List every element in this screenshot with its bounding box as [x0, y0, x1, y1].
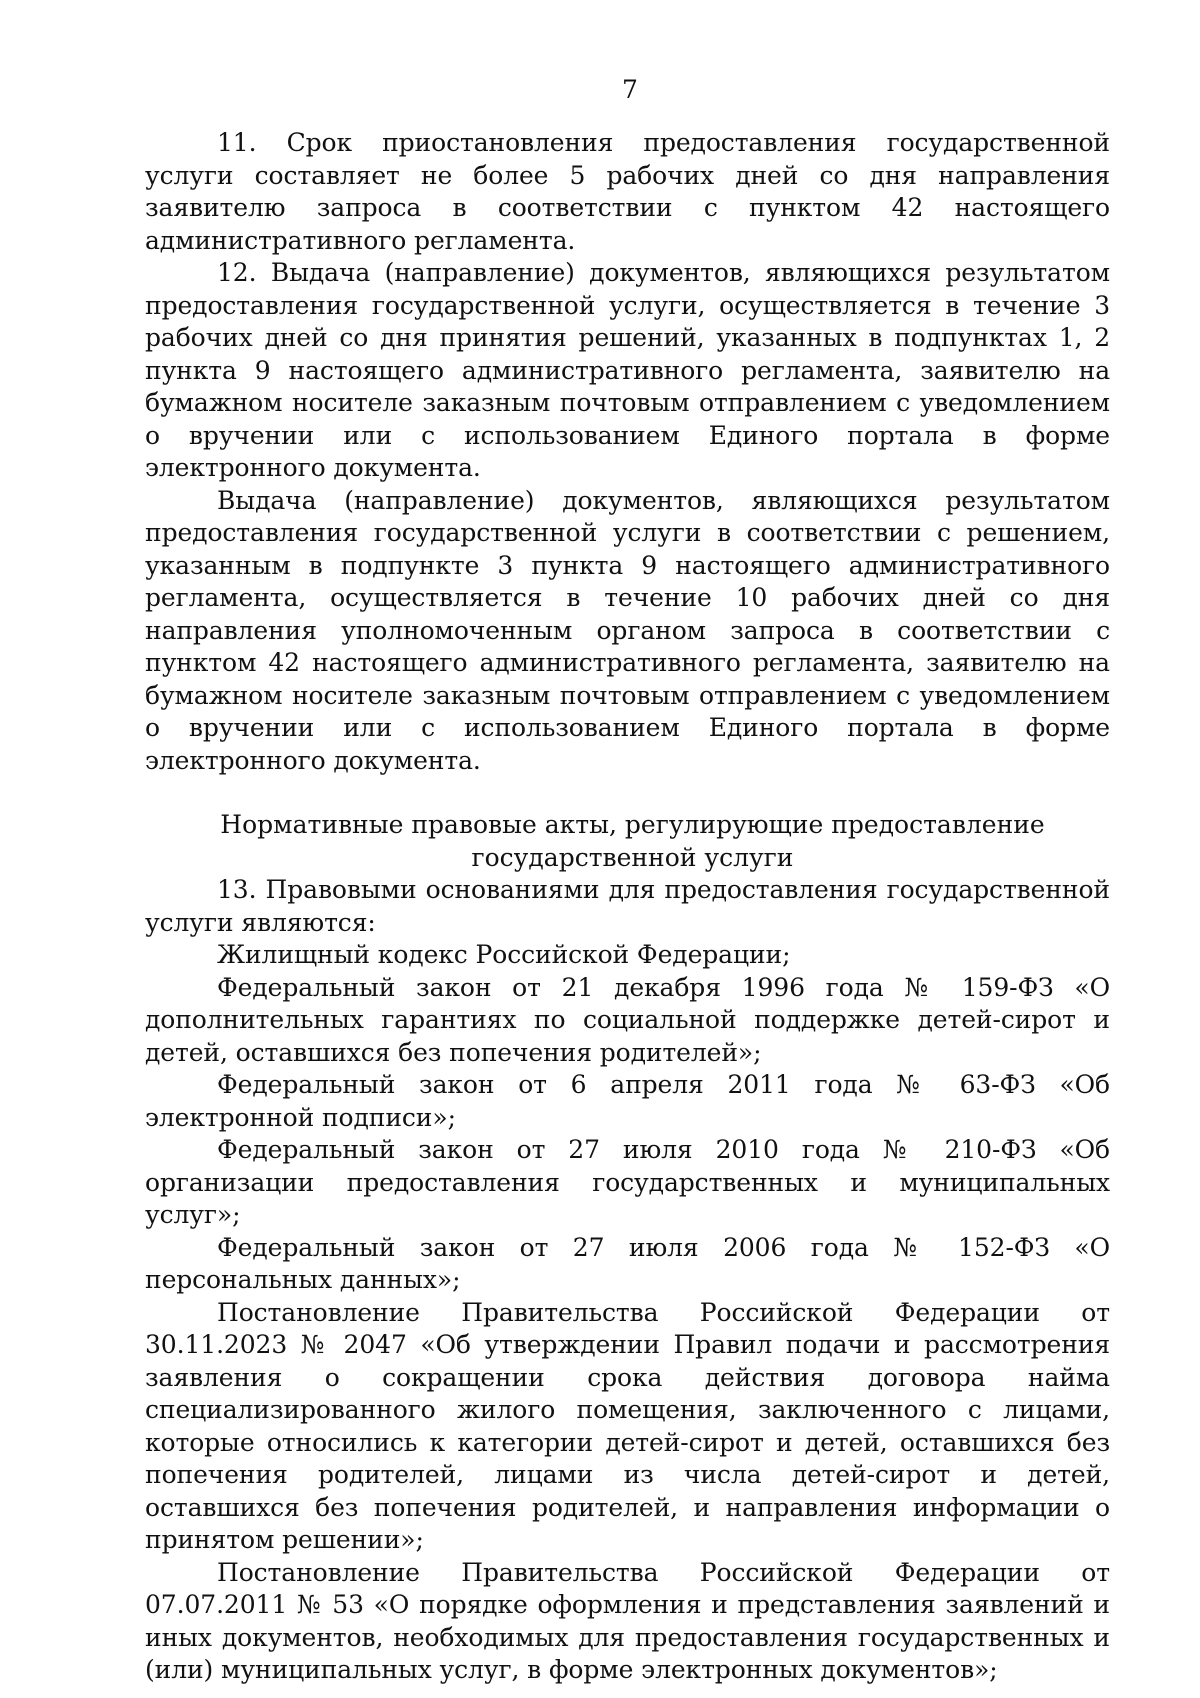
- list-item-law-63: Федеральный закон от 6 апреля 2011 года № 63-ФЗ «Об электронной подписи»;: [145, 1070, 1110, 1132]
- document-body: [145, 127, 1110, 1687]
- list-item-resolution-2047: Постановление Правительства Российской Федерации от 30.11.2023 № 2047 «Об утверждении Правил подачи и рассмотрения заявления о сокращении срока действия договора найма специализированного жилого помещения, заключенного с лицами, которые относились к категории детей-сирот и детей, оставшихся без попечения родителей, лицами из числа детей-сирот и детей, оставшихся без попечения родителей, и направления информации о принятом решении»;: [145, 1297, 1110, 1554]
- list-item-resolution-53: Постановление Правительства Российской Федерации от 07.07.2011 № 53 «О порядке оформления и представления заявлений и иных документов, необходимых для предоставления государственных и (или) муниципальных услуг, в форме электронных документов»;: [145, 1557, 1110, 1684]
- paragraph-13: 13. Правовыми основаниями для предоставления государственной услуги являются:: [145, 875, 1110, 937]
- page-number: 7: [622, 75, 638, 104]
- paragraph-12-continued: Выдача (направление) документов, являющихся результатом предоставления государственной услуги в соответствии с решением, указанным в подпункте 3 пункта 9 настоящего административного регламента, осуществляется в течение 10 рабочих дней со дня направления уполномоченным органом запроса в соответствии с пунктом 42 настоящего административного регламента, заявителю на бумажном носителе заказным почтовым отправлением с уведомлением о вручении или с использованием Единого портала в форме электронного документа.: [145, 485, 1110, 775]
- list-item-law-210: Федеральный закон от 27 июля 2010 года № 210-ФЗ «Об организации предоставления государственных и муниципальных услуг»;: [145, 1135, 1110, 1229]
- section-heading-line-2: государственной услуги: [471, 842, 794, 872]
- paragraph-12: 12. Выдача (направление) документов, являющихся результатом предоставления государственной услуги, осуществляется в течение 3 рабочих дней со дня принятия решений, указанных в подпунктах 1, 2 пункта 9 настоящего административного регламента, заявителю на бумажном носителе заказным почтовым отправлением с уведомлением о вручении или с использованием Единого портала в форме электронного документа.: [145, 258, 1110, 482]
- paragraph-11: 11. Срок приостановления предоставления государственной услуги составляет не более 5 рабочих дней со дня направления заявителю запроса в соответствии с пунктом 42 настоящего административного регламента.: [145, 128, 1110, 255]
- list-item-law-159: Федеральный закон от 21 декабря 1996 года № 159-ФЗ «О дополнительных гарантиях по социальной поддержке детей-сирот и детей, оставшихся без попечения родителей»;: [145, 972, 1110, 1067]
- section-heading: [145, 809, 1110, 874]
- list-item-housing-code: Жилищный кодекс Российской Федерации;: [217, 940, 791, 969]
- list-item-law-152: Федеральный закон от 27 июля 2006 года № 152-ФЗ «О персональных данных»;: [145, 1232, 1110, 1294]
- section-heading-line-1: Нормативные правовые акты, регулирующие предоставление: [220, 810, 1045, 839]
